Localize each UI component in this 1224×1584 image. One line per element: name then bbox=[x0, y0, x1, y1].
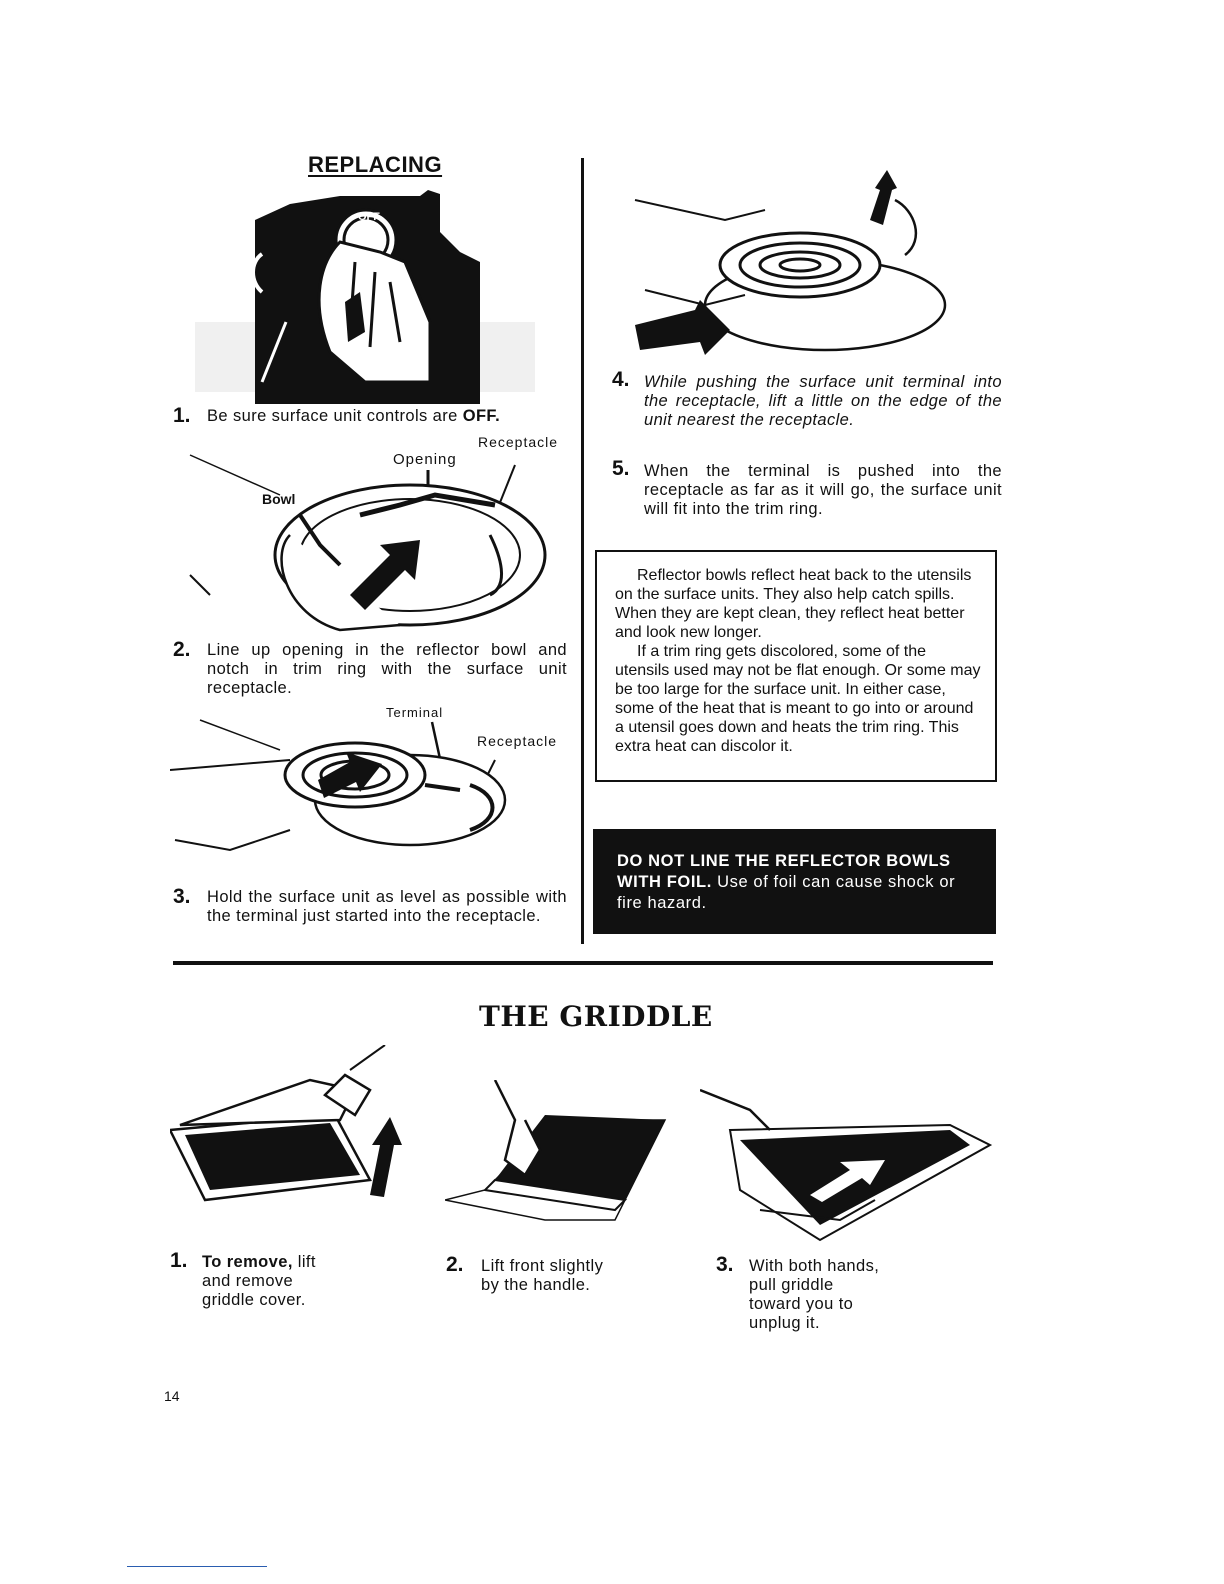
column-divider bbox=[581, 158, 584, 944]
step-2-number: 2. bbox=[173, 638, 191, 661]
figure-terminal-receptacle bbox=[170, 700, 570, 880]
warning-text: Use of foil can cause shock or fire hazard. bbox=[617, 873, 956, 912]
to-remove-emphasis: To remove, bbox=[202, 1253, 293, 1271]
label-opening: Opening bbox=[393, 451, 457, 468]
info-paragraph-1: Reflector bowls reflect heat back to the utensils on the surface units. They also help catch spills. When they are kept clean, they reflect heat better and look new longer. bbox=[615, 567, 972, 641]
info-paragraph-2: If a trim ring gets discolored, some of the utensils used may not be flat enough. Or some may be too large for the surface unit. In either case, some of the heat that is meant to go into or around a utensil goes down and heats the trim ring. This extra heat can discolor it. bbox=[615, 643, 981, 755]
figure-control-knob bbox=[190, 182, 540, 404]
replacing-title: REPLACING bbox=[308, 152, 443, 177]
figure-griddle-cover bbox=[170, 1045, 410, 1225]
griddle-step-2-text: Lift front slightly by the handle. bbox=[481, 1257, 604, 1294]
figure-align-bowl bbox=[170, 445, 570, 645]
warning-heading: DO NOT LINE THE REFLECTOR BOWLS WITH FOIL. bbox=[617, 852, 951, 891]
griddle-step-1-number: 1. bbox=[170, 1249, 188, 1272]
figure-griddle-handle bbox=[445, 1080, 675, 1230]
reflector-info-box bbox=[595, 550, 997, 782]
foil-warning-box bbox=[593, 829, 996, 934]
griddle-step-3-text: With both hands, pull griddle toward you to unplug it. bbox=[749, 1257, 880, 1332]
section-divider bbox=[173, 961, 993, 965]
step-4-text: While pushing the surface unit terminal into the receptacle, lift a little on the edge of the unit nearest the receptacle. bbox=[644, 373, 1002, 429]
griddle-step-2-number: 2. bbox=[446, 1253, 464, 1276]
step-5-text: When the terminal is pushed into the receptacle as far as it will go, the surface unit will fit into the trim ring. bbox=[644, 462, 1002, 518]
step-1-text: Be sure surface unit controls are OFF. bbox=[207, 407, 501, 425]
figure-griddle-pull bbox=[700, 1070, 1000, 1250]
footer-line bbox=[127, 1566, 267, 1567]
griddle-step-1-text: To remove, lift and remove griddle cover. bbox=[202, 1253, 316, 1309]
step-2-text: Line up opening in the reflector bowl and notch in trim ring with the surface unit receptacle. bbox=[207, 641, 567, 697]
off-label: OFF bbox=[358, 211, 380, 223]
griddle-step-3-number: 3. bbox=[716, 1253, 734, 1276]
step-3-text: Hold the surface unit as level as possible with the terminal just started into the receptacle. bbox=[207, 888, 567, 925]
step-1-number: 1. bbox=[173, 404, 191, 427]
page-number: 14 bbox=[164, 1388, 180, 1404]
label-bowl: Bowl bbox=[262, 491, 296, 507]
figure-lift-unit bbox=[615, 170, 975, 360]
griddle-title: THE GRIDDLE bbox=[479, 1000, 713, 1033]
off-emphasis: OFF. bbox=[462, 407, 501, 425]
step-5-number: 5. bbox=[612, 457, 630, 480]
label-terminal: Terminal bbox=[386, 705, 444, 720]
step-3-number: 3. bbox=[173, 885, 191, 908]
step-4-number: 4. bbox=[612, 368, 630, 391]
label-receptacle-2: Receptacle bbox=[477, 733, 558, 749]
label-receptacle-1: Receptacle bbox=[478, 434, 559, 450]
